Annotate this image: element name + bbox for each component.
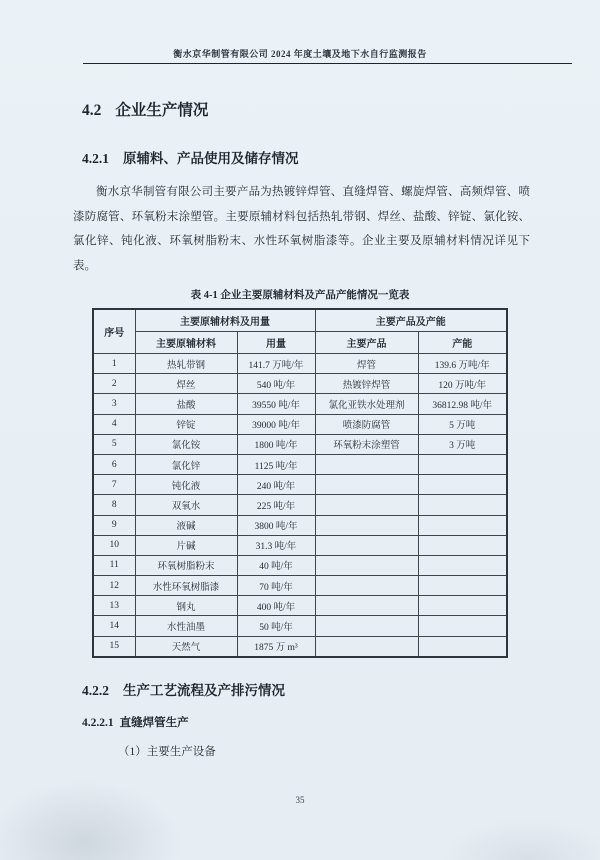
table-row bbox=[93, 475, 507, 495]
cell-product bbox=[315, 576, 418, 596]
cell-capacity bbox=[418, 555, 507, 575]
cell-material: 水性环氧树脂漆 bbox=[135, 576, 237, 596]
table-row bbox=[93, 616, 507, 636]
cell-material: 天然气 bbox=[135, 636, 237, 657]
cell-no: 9 bbox=[93, 515, 135, 535]
page-content bbox=[0, 92, 600, 759]
cell-no: 5 bbox=[93, 434, 135, 454]
cell-product: 环氧粉末涂塑管 bbox=[315, 434, 418, 454]
heading-text: 企业生产情况 bbox=[115, 102, 209, 119]
cell-product bbox=[315, 454, 418, 474]
cell-capacity: 139.6 万吨/年 bbox=[418, 354, 507, 374]
cell-material: 锌锭 bbox=[135, 414, 237, 434]
cell-capacity bbox=[418, 535, 507, 555]
table-row bbox=[93, 414, 507, 434]
cell-product bbox=[315, 535, 418, 555]
heading-number: 4.2.2.1 bbox=[82, 716, 114, 729]
table-row bbox=[93, 374, 507, 394]
cell-no: 12 bbox=[93, 576, 135, 596]
cell-product: 热镀锌焊管 bbox=[315, 374, 418, 394]
header-col-amount: 用量 bbox=[237, 332, 315, 354]
header-col-product: 主要产品 bbox=[315, 332, 418, 354]
table-body bbox=[93, 354, 507, 657]
materials-table bbox=[92, 308, 508, 658]
cell-no: 13 bbox=[93, 596, 135, 616]
cell-amount: 3800 吨/年 bbox=[237, 515, 315, 535]
cell-no: 7 bbox=[93, 475, 135, 495]
table-row bbox=[93, 636, 507, 657]
body-paragraph: 衡水京华制管有限公司主要产品为热镀锌焊管、直缝焊管、螺旋焊管、高频焊管、喷漆防腐管、环氧粉末涂塑管。主要原辅材料包括热轧带钢、焊丝、盐酸、锌锭、氯化铵、氯化锌、钝化液、环氧树脂粉末、水性环氧树脂漆等。企业主要及原辅材料情况详见下表。 bbox=[73, 186, 530, 272]
cell-capacity: 36812.98 吨/年 bbox=[418, 394, 507, 414]
cell-amount: 1800 吨/年 bbox=[237, 434, 315, 454]
table-title: 表 4-1 企业主要原辅材料及产品产能情况一览表 bbox=[190, 290, 410, 301]
running-header: 衡水京华制管有限公司 2024 年度土壤及地下水自行监测报告 bbox=[173, 49, 427, 59]
cell-material: 热轧带钢 bbox=[135, 354, 237, 374]
heading-4-2-2-1 bbox=[82, 714, 600, 730]
table-row bbox=[93, 394, 507, 414]
heading-number: 4.2 bbox=[82, 102, 102, 119]
cell-no: 10 bbox=[93, 535, 135, 555]
cell-amount: 39000 吨/年 bbox=[237, 414, 315, 434]
cell-no: 8 bbox=[93, 495, 135, 515]
cell-capacity: 5 万吨 bbox=[418, 414, 507, 434]
heading-4-2 bbox=[82, 98, 600, 120]
table-header-row-cols bbox=[93, 332, 507, 354]
table-row bbox=[93, 576, 507, 596]
cell-no: 3 bbox=[93, 394, 135, 414]
cell-product: 氯化亚铁水处理剂 bbox=[315, 394, 418, 414]
heading-text: 生产工艺流程及产排污情况 bbox=[123, 682, 285, 698]
heading-number: 4.2.2 bbox=[82, 682, 109, 698]
cell-amount: 225 吨/年 bbox=[237, 495, 315, 515]
heading-text: 原辅料、产品使用及储存情况 bbox=[123, 151, 299, 166]
cell-material: 片碱 bbox=[135, 535, 237, 555]
cell-amount: 31.3 吨/年 bbox=[237, 535, 315, 555]
table-header bbox=[93, 309, 507, 354]
cell-amount: 39550 吨/年 bbox=[237, 394, 315, 414]
cell-no: 14 bbox=[93, 616, 135, 636]
header-col-capacity: 产能 bbox=[418, 332, 507, 354]
cell-amount: 50 吨/年 bbox=[237, 616, 315, 636]
header-group-materials: 主要原辅材料及用量 bbox=[135, 309, 315, 332]
cell-no: 15 bbox=[93, 636, 135, 657]
table-row bbox=[93, 555, 507, 575]
cell-amount: 1875 万 m³ bbox=[237, 636, 315, 657]
cell-no: 2 bbox=[93, 374, 135, 394]
cell-product bbox=[315, 515, 418, 535]
table-row bbox=[93, 354, 507, 374]
heading-4-2-2 bbox=[82, 679, 600, 699]
cell-product: 焊管 bbox=[315, 354, 418, 374]
header-col-material: 主要原辅材料 bbox=[135, 332, 237, 354]
cell-capacity: 120 万吨/年 bbox=[418, 374, 507, 394]
cell-capacity bbox=[418, 475, 507, 495]
cell-capacity bbox=[418, 495, 507, 515]
cell-product bbox=[315, 475, 418, 495]
header-group-products: 主要产品及产能 bbox=[315, 309, 507, 332]
cell-no: 4 bbox=[93, 414, 135, 434]
cell-material: 氯化铵 bbox=[135, 434, 237, 454]
cell-product: 喷漆防腐管 bbox=[315, 414, 418, 434]
list-item-equipment: （1）主要生产设备 bbox=[118, 745, 216, 758]
cell-capacity bbox=[418, 636, 507, 657]
header-rule bbox=[83, 63, 572, 64]
table-row bbox=[93, 515, 507, 535]
cell-capacity bbox=[418, 576, 507, 596]
cell-amount: 1125 吨/年 bbox=[237, 454, 315, 474]
cell-product bbox=[315, 495, 418, 515]
cell-capacity: 3 万吨 bbox=[418, 434, 507, 454]
cell-material: 环氧树脂粉末 bbox=[135, 555, 237, 575]
cell-material: 液碱 bbox=[135, 515, 237, 535]
cell-amount: 141.7 万吨/年 bbox=[237, 354, 315, 374]
table-row bbox=[93, 495, 507, 515]
table-header-row-groups bbox=[93, 309, 507, 332]
cell-material: 氯化锌 bbox=[135, 454, 237, 474]
cell-product bbox=[315, 616, 418, 636]
heading-text: 直缝焊管生产 bbox=[119, 716, 189, 729]
cell-amount: 70 吨/年 bbox=[237, 576, 315, 596]
cell-product bbox=[315, 555, 418, 575]
table-row bbox=[93, 454, 507, 474]
cell-amount: 40 吨/年 bbox=[237, 555, 315, 575]
cell-no: 6 bbox=[93, 454, 135, 474]
table-row bbox=[93, 596, 507, 616]
cell-amount: 540 吨/年 bbox=[237, 374, 315, 394]
cell-amount: 400 吨/年 bbox=[237, 596, 315, 616]
cell-material: 钢丸 bbox=[135, 596, 237, 616]
cell-material: 双氧水 bbox=[135, 495, 237, 515]
cell-product bbox=[315, 596, 418, 616]
cell-capacity bbox=[418, 454, 507, 474]
cell-product bbox=[315, 636, 418, 657]
cell-capacity bbox=[418, 515, 507, 535]
header-col-index: 序号 bbox=[93, 309, 135, 354]
page-number: 35 bbox=[295, 795, 305, 805]
cell-no: 11 bbox=[93, 555, 135, 575]
cell-amount: 240 吨/年 bbox=[237, 475, 315, 495]
cell-material: 钝化液 bbox=[135, 475, 237, 495]
cell-material: 水性油墨 bbox=[135, 616, 237, 636]
heading-4-2-1 bbox=[82, 147, 600, 167]
cell-no: 1 bbox=[93, 354, 135, 374]
table-row bbox=[93, 434, 507, 454]
cell-capacity bbox=[418, 596, 507, 616]
cell-material: 盐酸 bbox=[135, 394, 237, 414]
cell-capacity bbox=[418, 616, 507, 636]
cell-material: 焊丝 bbox=[135, 374, 237, 394]
table-row bbox=[93, 535, 507, 555]
heading-number: 4.2.1 bbox=[82, 151, 109, 166]
